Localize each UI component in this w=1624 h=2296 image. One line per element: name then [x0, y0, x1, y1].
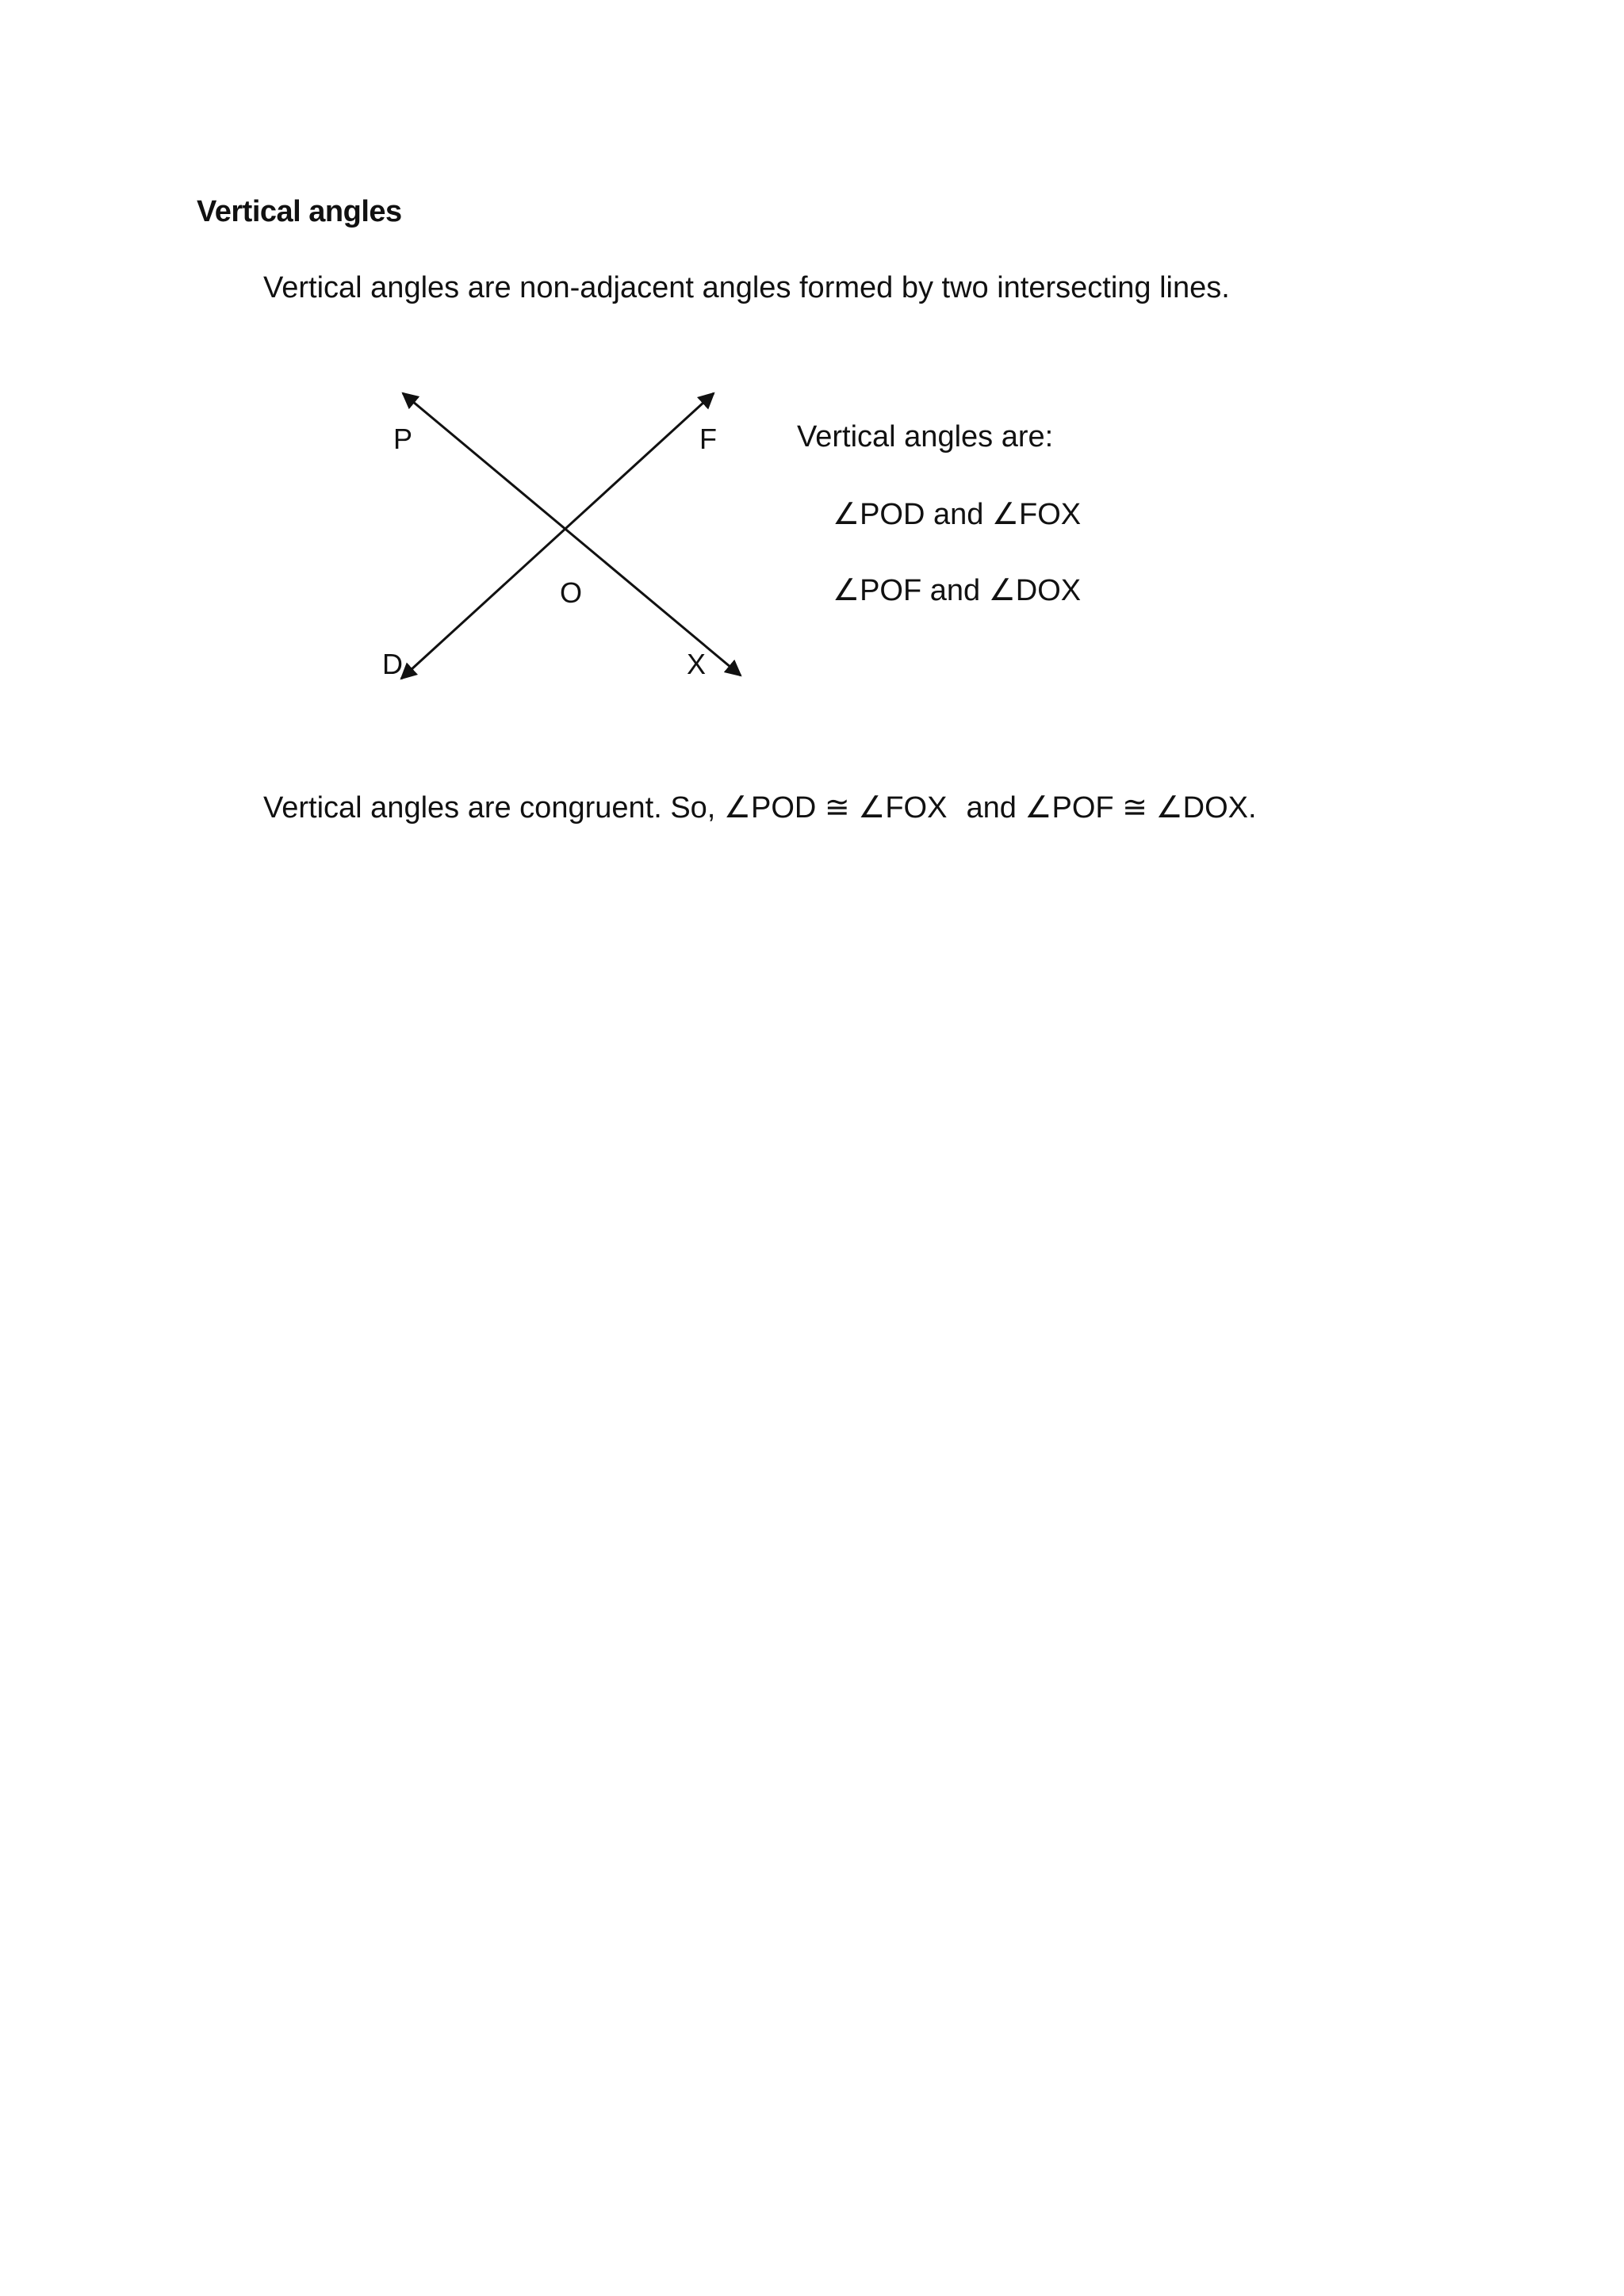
- conclusion-tail: and ∠POF ≅ ∠DOX.: [966, 791, 1257, 825]
- conclusion-lead: Vertical angles are congruent. So, ∠POD ≅ ∠FOX: [263, 791, 948, 825]
- definition-paragraph: Vertical angles are non-adjacent angles formed by two intersecting lines.: [263, 271, 1230, 304]
- point-label-o: O: [560, 576, 583, 609]
- angle-pair-1: ∠POD and ∠FOX: [833, 498, 1082, 531]
- conclusion-paragraph: [263, 790, 1257, 825]
- section-heading: Vertical angles: [197, 195, 402, 228]
- point-label-p: P: [393, 423, 413, 455]
- angle-pair-2: ∠POF and ∠DOX: [833, 574, 1082, 607]
- line-df: [401, 393, 714, 679]
- point-label-x: X: [687, 648, 707, 680]
- point-label-d: D: [382, 648, 403, 680]
- line-px: [403, 393, 741, 675]
- vertical-angles-title: Vertical angles are:: [797, 420, 1054, 453]
- point-label-f: F: [699, 423, 717, 455]
